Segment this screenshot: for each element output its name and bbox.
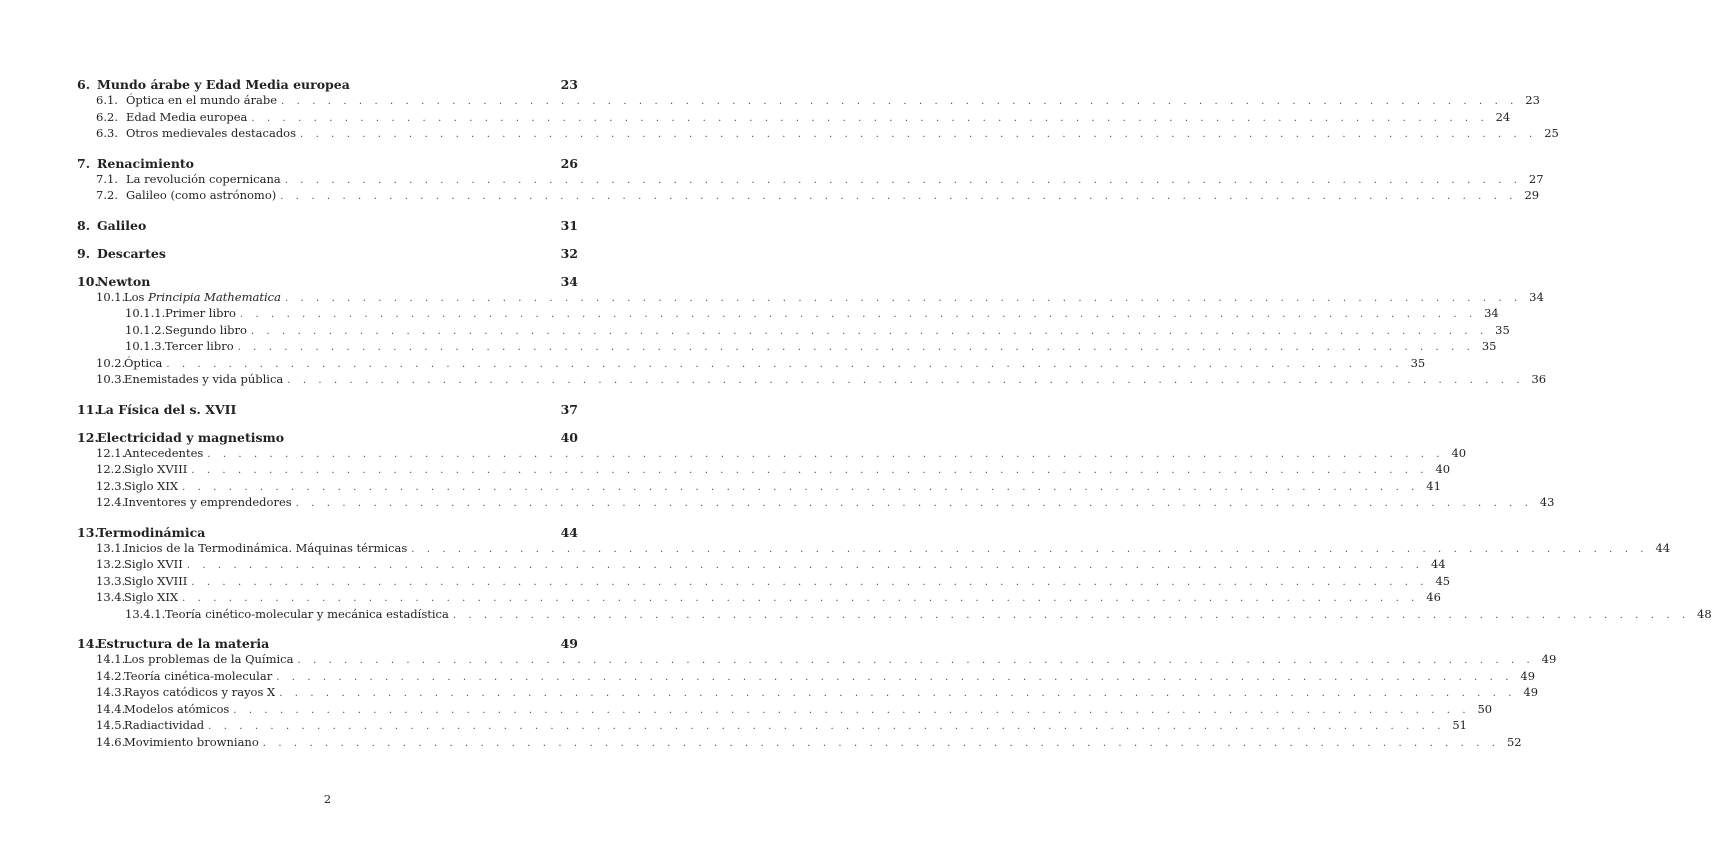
section-number: 7.1. — [96, 171, 118, 186]
section-title: Edad Media europea — [126, 109, 248, 124]
chapter-title: Newton — [97, 273, 151, 289]
section-title: Antecedentes — [124, 445, 204, 460]
dot-leader: . . . . . . . . . . . . . . . . . . . . . . . . . . . . . . . . . . . . . . . . . . . . . . . . . . . . . . . . . . . . . . . . . . . . . . . . . . . . . . . . — [186, 560, 1424, 571]
dot-leader: . . . . . . . . . . . . . . . . . . . . . . . . . . . . . . . . . . . . . . . . . . . . . . . . . . . . . . . . . . . . . . . . . . . . . . . . . . . . . . . . — [207, 448, 1445, 460]
toc-section[interactable] — [77, 339, 1497, 356]
section-title: Siglo XVIII — [124, 573, 188, 588]
toc-section[interactable] — [77, 478, 1441, 496]
toc-section[interactable] — [77, 462, 1451, 479]
section-page: 35 — [1410, 355, 1426, 370]
chapter-title: Descartes — [97, 245, 166, 261]
dot-leader: . . . . . . . . . . . . . . . . . . . . . . . . . . . . . . . . . . . . . . . . . . . . . . . . . . . . . . . . . . . . . . . . . . . . . . . . . . . . . . . . — [191, 576, 1429, 588]
dot-leader: . . . . . . . . . . . . . . . . . . . . . . . . . . . . . . . . . . . . . . . . . . . . . . . . . . . . . . . . . . . . . . . . . . . . . . . . . . . . . . . . — [281, 96, 1518, 107]
section-page: 34 — [1484, 306, 1499, 320]
page-number: 2 — [323, 792, 332, 806]
section-number: 13.4.1. — [125, 606, 166, 621]
toc-section[interactable] — [77, 606, 1712, 624]
chapter-number: 11. — [77, 401, 99, 417]
section-number: 6.2. — [96, 109, 118, 124]
toc-section[interactable] — [77, 171, 1544, 189]
section-number: 13.2. — [96, 557, 126, 571]
section-title: Siglo XVII — [124, 557, 183, 571]
dot-leader: . . . . . . . . . . . . . . . . . . . . . . . . . . . . . . . . . . . . . . . . . . . . . . . . . . . . . . . . . . . . . . . . . . . . . . . . . . . . . . . . — [239, 309, 1477, 320]
section-page: 27 — [1528, 171, 1544, 186]
section-page: 24 — [1495, 109, 1511, 124]
chapter-page: 40 — [560, 429, 578, 445]
section-number: 14.3. — [96, 685, 126, 699]
toc-chapter[interactable] — [77, 526, 578, 540]
toc-chapter[interactable] — [77, 247, 578, 261]
section-title: Segundo libro — [165, 322, 247, 337]
section-page: 51 — [1452, 718, 1467, 732]
chapter-gap — [77, 512, 578, 526]
section-number: 12.1. — [96, 445, 126, 460]
dot-leader: . . . . . . . . . . . . . . . . . . . . . . . . . . . . . . . . . . . . . . . . . . . . . . . . . . . . . . . . . . . . . . . . . . . . . . . . . . . . . . . . — [287, 375, 1525, 386]
toc-section[interactable] — [77, 557, 1446, 574]
section-title: Siglo XIX — [124, 478, 179, 493]
toc-section[interactable] — [77, 590, 1441, 607]
dot-leader: . . . . . . . . . . . . . . . . . . . . . . . . . . . . . . . . . . . . . . . . . . . . . . . . . . . . . . . . . . . . . . . . . . . . . . . . . . . . . . . . — [251, 112, 1489, 124]
section-title: Movimiento browniano — [124, 734, 259, 749]
dot-leader: . . . . . . . . . . . . . . . . . . . . . . . . . . . . . . . . . . . . . . . . . . . . . . . . . . . . . . . . . . . . . . . . . . . . . . . . . . . . . . . . — [237, 342, 1475, 353]
section-number: 14.4. — [96, 701, 126, 716]
toc-section[interactable] — [77, 445, 1467, 463]
toc-section[interactable] — [77, 734, 1522, 752]
section-title: Enemistades y vida pública — [124, 372, 284, 386]
chapter-page: 49 — [560, 636, 578, 651]
chapter-gap — [77, 143, 578, 157]
toc-chapter[interactable] — [77, 78, 578, 92]
chapter-gap — [77, 261, 578, 275]
section-number: 14.2. — [96, 668, 126, 683]
toc-section[interactable] — [77, 289, 1544, 307]
toc-section[interactable] — [77, 126, 1559, 143]
section-title: Rayos catódicos y rayos X — [124, 685, 276, 699]
chapter-title: Estructura de la materia — [97, 636, 270, 651]
table-of-contents — [77, 77, 1712, 751]
toc-section[interactable] — [77, 322, 1510, 340]
dot-leader: . . . . . . . . . . . . . . . . . . . . . . . . . . . . . . . . . . . . . . . . . . . . . . . . . . . . . . . . . . . . . . . . . . . . . . . . . . . . . . . . — [208, 721, 1445, 732]
chapter-number: 10. — [77, 273, 99, 289]
section-title: Siglo XIX — [124, 590, 179, 604]
chapter-title: Electricidad y magnetismo — [97, 429, 285, 445]
section-page: 41 — [1426, 478, 1441, 493]
chapter-gap — [77, 389, 578, 403]
section-title: Inicios de la Termodinámica. Máquinas térmicas — [124, 540, 408, 555]
section-title: Modelos atómicos — [124, 701, 230, 716]
section-page: 23 — [1525, 93, 1540, 107]
section-title: Galileo (como astrónomo) — [126, 188, 277, 202]
section-page: 52 — [1506, 734, 1522, 749]
chapter-page: 32 — [560, 245, 578, 261]
dot-leader: . . . . . . . . . . . . . . . . . . . . . . . . . . . . . . . . . . . . . . . . . . . . . . . . . . . . . . . . . . . . . . . . . . . . . . . . . . . . . . . . — [284, 174, 1522, 186]
toc-section[interactable] — [77, 685, 1539, 702]
section-number: 10.1. — [96, 289, 126, 304]
section-title: Radiactividad — [124, 718, 205, 732]
section-number: 6.1. — [96, 93, 118, 107]
dot-leader: . . . . . . . . . . . . . . . . . . . . . . . . . . . . . . . . . . . . . . . . . . . . . . . . . . . . . . . . . . . . . . . . . . . . . . . . . . . . . . . . — [297, 655, 1535, 666]
dot-leader: . . . . . . . . . . . . . . . . . . . . . . . . . . . . . . . . . . . . . . . . . . . . . . . . . . . . . . . . . . . . . . . . . . . . . . . . . . . . . . . . — [166, 358, 1404, 370]
chapter-title: Renacimiento — [97, 155, 195, 171]
chapter-gap — [77, 233, 578, 247]
chapter-number: 9. — [77, 245, 91, 261]
section-page: 48 — [1697, 606, 1712, 621]
toc-section[interactable] — [77, 573, 1451, 591]
section-page: 49 — [1520, 668, 1536, 683]
section-number: 10.1.1. — [125, 306, 166, 320]
toc-section[interactable] — [77, 109, 1511, 127]
section-title: Óptica en el mundo árabe — [126, 93, 278, 107]
section-page: 45 — [1435, 573, 1451, 588]
toc-section[interactable] — [77, 540, 1671, 558]
section-page: 35 — [1481, 339, 1497, 353]
chapter-gap — [77, 623, 578, 637]
section-page: 34 — [1529, 289, 1544, 304]
chapter-number: 12. — [77, 429, 99, 445]
dot-leader: . . . . . . . . . . . . . . . . . . . . . . . . . . . . . . . . . . . . . . . . . . . . . . . . . . . . . . . . . . . . . . . . . . . . . . . . . . . . . . . . — [300, 129, 1537, 140]
section-page: 36 — [1531, 372, 1547, 386]
chapter-number: 8. — [77, 217, 91, 233]
section-number: 14.1. — [96, 652, 126, 666]
chapter-gap — [77, 205, 578, 219]
section-page: 29 — [1524, 188, 1540, 202]
toc-section[interactable] — [77, 188, 1540, 205]
section-title: Los problemas de la Química — [124, 652, 294, 666]
section-title: Tercer libro — [165, 339, 234, 353]
toc-chapter[interactable] — [77, 431, 578, 445]
dot-leader: . . . . . . . . . . . . . . . . . . . . . . . . . . . . . . . . . . . . . . . . . . . . . . . . . . . . . . . . . . . . . . . . . . . . . . . . . . . . . . . . — [452, 609, 1690, 621]
chapter-title: Termodinámica — [97, 524, 206, 540]
section-title: La revolución copernicana — [126, 171, 281, 186]
toc-section[interactable] — [77, 701, 1493, 719]
dot-leader: . . . . . . . . . . . . . . . . . . . . . . . . . . . . . . . . . . . . . . . . . . . . . . . . . . . . . . . . . . . . . . . . . . . . . . . . . . . . . . . . — [280, 191, 1518, 202]
section-page: 44 — [1655, 540, 1671, 555]
toc-chapter[interactable] — [77, 403, 578, 417]
section-page: 40 — [1451, 445, 1467, 460]
section-title: Otros medievales destacados — [126, 126, 297, 140]
section-number: 10.3. — [96, 372, 126, 386]
section-number: 12.4. — [96, 495, 126, 509]
section-number: 7.2. — [96, 188, 118, 202]
dot-leader: . . . . . . . . . . . . . . . . . . . . . . . . . . . . . . . . . . . . . . . . . . . . . . . . . . . . . . . . . . . . . . . . . . . . . . . . . . . . . . . . — [276, 671, 1514, 683]
section-number: 13.1. — [96, 540, 126, 555]
section-page: 44 — [1430, 557, 1446, 571]
section-number: 10.1.3. — [125, 339, 166, 353]
toc-chapter[interactable] — [77, 157, 578, 171]
toc-chapter[interactable] — [77, 275, 578, 289]
chapter-title: Galileo — [97, 217, 147, 233]
toc-section[interactable] — [77, 372, 1547, 389]
chapter-gap — [77, 417, 578, 431]
section-number: 6.3. — [96, 126, 118, 140]
chapter-number: 7. — [77, 155, 91, 171]
section-page: 35 — [1495, 322, 1510, 337]
section-page: 25 — [1544, 126, 1559, 140]
chapter-number: 6. — [77, 77, 91, 92]
chapter-page: 31 — [560, 217, 578, 233]
dot-leader: . . . . . . . . . . . . . . . . . . . . . . . . . . . . . . . . . . . . . . . . . . . . . . . . . . . . . . . . . . . . . . . . . . . . . . . . . . . . . . . . — [250, 325, 1488, 337]
section-page: 49 — [1523, 685, 1539, 699]
section-title: Inventores y emprendedores — [124, 495, 292, 509]
dot-leader: . . . . . . . . . . . . . . . . . . . . . . . . . . . . . . . . . . . . . . . . . . . . . . . . . . . . . . . . . . . . . . . . . . . . . . . . . . . . . . . . — [182, 593, 1419, 604]
section-title: Los Principia Mathematica — [124, 289, 281, 304]
dot-leader: . . . . . . . . . . . . . . . . . . . . . . . . . . . . . . . . . . . . . . . . . . . . . . . . . . . . . . . . . . . . . . . . . . . . . . . . . . . . . . . . — [284, 292, 1522, 304]
section-page: 49 — [1541, 652, 1557, 666]
chapter-title: La Física del s. XVII — [97, 401, 237, 417]
toc-section[interactable] — [77, 652, 1557, 669]
section-number: 10.2. — [96, 355, 126, 370]
toc-section[interactable] — [77, 93, 1540, 110]
section-number: 14.6. — [96, 734, 126, 749]
toc-section[interactable] — [77, 668, 1536, 686]
section-title: Primer libro — [165, 306, 236, 320]
section-page: 40 — [1435, 462, 1451, 476]
section-title: Teoría cinético-molecular y mecánica estadística — [165, 606, 449, 621]
chapter-page: 44 — [560, 524, 578, 540]
section-title: Óptica — [124, 355, 163, 370]
dot-leader: . . . . . . . . . . . . . . . . . . . . . . . . . . . . . . . . . . . . . . . . . . . . . . . . . . . . . . . . . . . . . . . . . . . . . . . . . . . . . . . . — [411, 543, 1649, 555]
dot-leader: . . . . . . . . . . . . . . . . . . . . . . . . . . . . . . . . . . . . . . . . . . . . . . . . . . . . . . . . . . . . . . . . . . . . . . . . . . . . . . . . — [233, 704, 1471, 716]
section-number: 13.4. — [96, 590, 126, 604]
section-page: 43 — [1539, 495, 1555, 509]
dot-leader: . . . . . . . . . . . . . . . . . . . . . . . . . . . . . . . . . . . . . . . . . . . . . . . . . . . . . . . . . . . . . . . . . . . . . . . . . . . . . . . . — [279, 688, 1517, 699]
chapter-number: 13. — [77, 524, 99, 540]
section-number: 13.3. — [96, 573, 126, 588]
section-page: 50 — [1477, 701, 1493, 716]
section-title: Teoría cinética-molecular — [124, 668, 273, 683]
chapter-number: 14. — [77, 636, 99, 651]
toc-section[interactable] — [77, 306, 1499, 323]
section-number: 12.3. — [96, 478, 126, 493]
chapter-page: 26 — [560, 155, 578, 171]
dot-leader: . . . . . . . . . . . . . . . . . . . . . . . . . . . . . . . . . . . . . . . . . . . . . . . . . . . . . . . . . . . . . . . . . . . . . . . . . . . . . . . . — [191, 465, 1429, 476]
section-number: 12.2. — [96, 462, 126, 476]
toc-section[interactable] — [77, 718, 1467, 735]
section-title: Siglo XVIII — [124, 462, 188, 476]
chapter-page: 37 — [560, 401, 578, 417]
toc-section[interactable] — [77, 355, 1426, 373]
section-number: 14.5. — [96, 718, 126, 732]
toc-section[interactable] — [77, 495, 1555, 512]
toc-chapter[interactable] — [77, 219, 578, 233]
toc-chapter[interactable] — [77, 637, 578, 651]
dot-leader: . . . . . . . . . . . . . . . . . . . . . . . . . . . . . . . . . . . . . . . . . . . . . . . . . . . . . . . . . . . . . . . . . . . . . . . . . . . . . . . . — [295, 498, 1533, 509]
chapter-page: 23 — [560, 77, 578, 92]
section-page: 46 — [1426, 590, 1441, 604]
section-number: 10.1.2. — [125, 322, 166, 337]
chapter-page: 34 — [560, 273, 578, 289]
chapter-title: Mundo árabe y Edad Media europea — [97, 77, 350, 92]
dot-leader: . . . . . . . . . . . . . . . . . . . . . . . . . . . . . . . . . . . . . . . . . . . . . . . . . . . . . . . . . . . . . . . . . . . . . . . . . . . . . . . . — [262, 737, 1500, 749]
dot-leader: . . . . . . . . . . . . . . . . . . . . . . . . . . . . . . . . . . . . . . . . . . . . . . . . . . . . . . . . . . . . . . . . . . . . . . . . . . . . . . . . — [182, 481, 1419, 493]
